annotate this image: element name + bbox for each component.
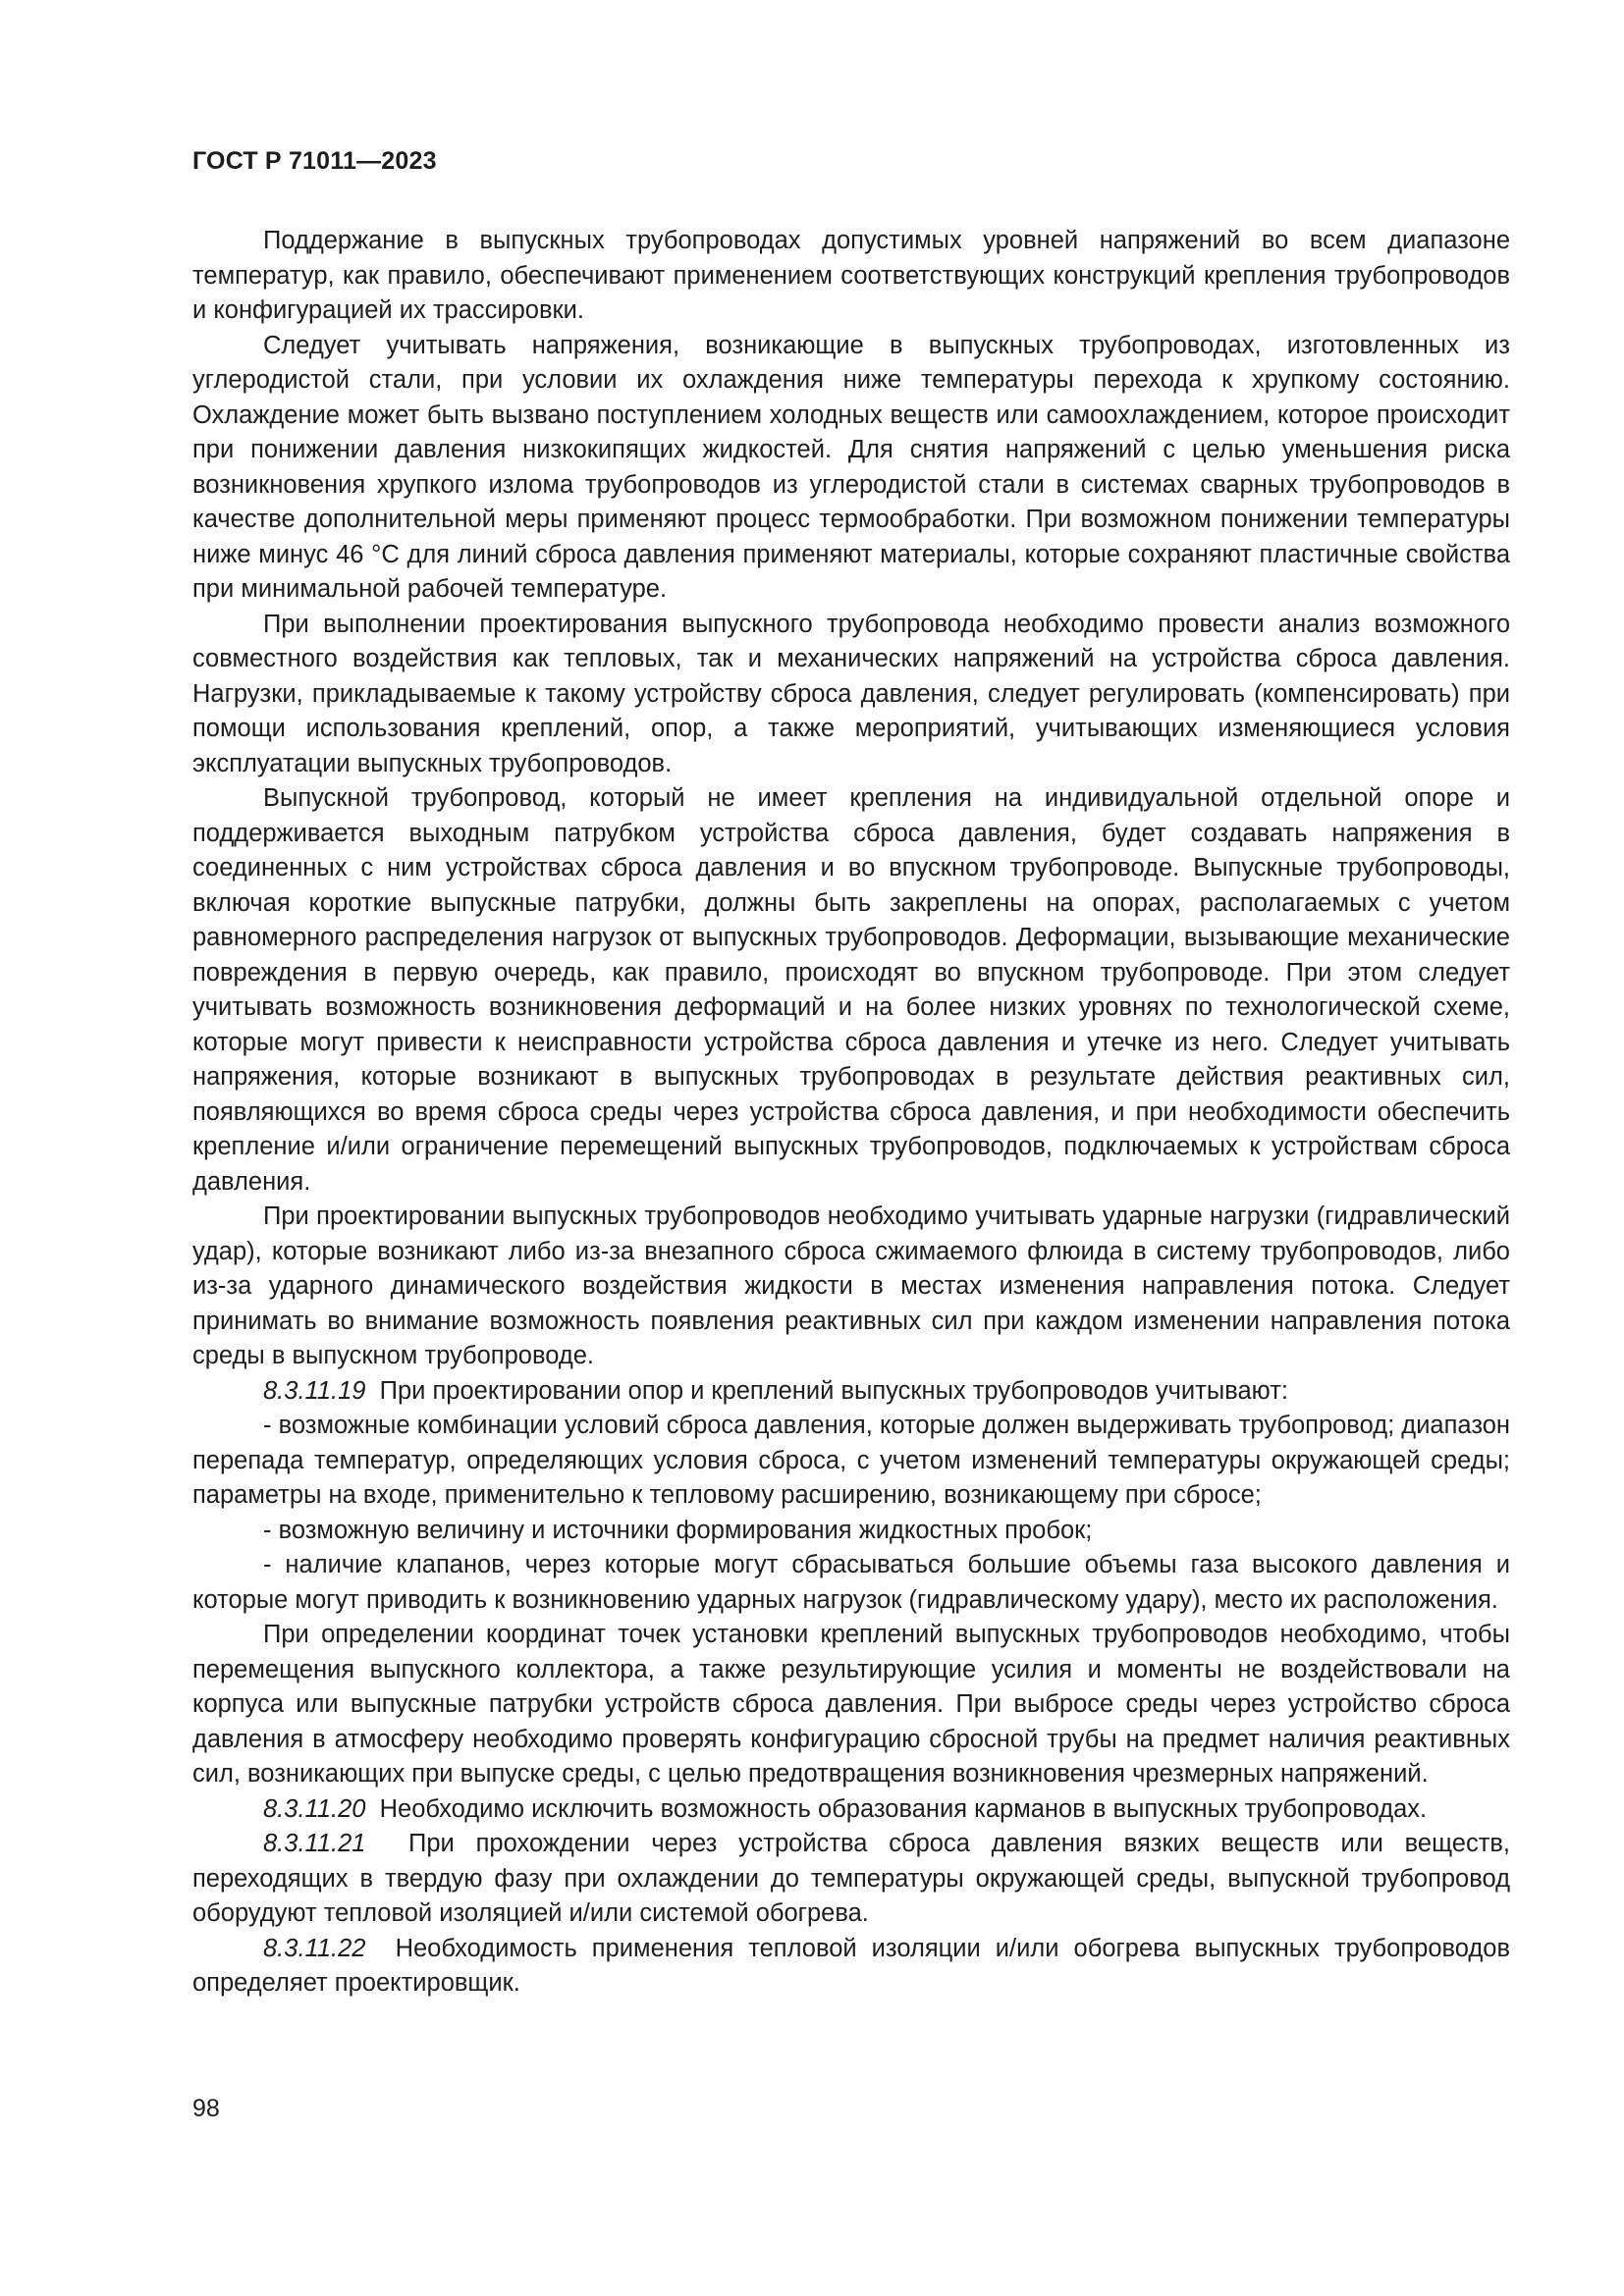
clause-8-3-11-22 (192, 1932, 1510, 2002)
paragraph: При выполнении проектирования выпускного трубопровода необходимо провести анализ возможного совместного воздействия как тепловых, так и механических напряжений на устройства сброса давления. Нагрузки, прикладываемые к такому устройству сброса давления, следует регулировать (компенсировать) при помощи использования креплений, опор, а также мероприятий, учитывающих изменяющиеся условия эксплуатации выпускных трубопроводов. (192, 610, 1510, 777)
clause-text: При проектировании опор и креплений выпускных трубопроводов учитывают: (379, 1376, 1288, 1405)
list-item: - возможные комбинации условий сброса давления, которые должен выдерживать трубопровод; диапазон перепада температур, определяющих условия сброса, с учетом изменений температуры окружающей среды; параметры на входе, применительно к тепловому расширению, возникающему при сбросе; (192, 1412, 1510, 1509)
list-item: - наличие клапанов, через которые могут сбрасываться большие объемы газа высокого давления и которые могут приводить к возникновению ударных нагрузок (гидравлическому удару), место их расположения. (192, 1551, 1510, 1614)
clause-number: 8.3.11.22 (263, 1934, 366, 1962)
document-body (192, 224, 1510, 2002)
page-number: 98 (192, 2095, 220, 2122)
paragraph: Следует учитывать напряжения, возникающие в выпускных трубопроводах, изготовленных из углеродистой стали, при условии их охлаждения ниже температуры перехода к хрупкому состоянию. Охлаждение может быть вызвано поступлением холодных веществ или самоохлаждением, которое происходит при понижении давления низкокипящих жидкостей. Для снятия напряжений с целью уменьшения риска возникновения хрупкого излома трубопроводов из углеродистой стали в системах сварных трубопроводов в качестве дополнительной меры применяют процесс термообработки. При возможном понижении температуры ниже минус 46 °С для линий сброса давления применяют материалы, которые сохраняют пластичные свойства при минимальной рабочей температуре. (192, 331, 1510, 603)
clause-8-3-11-21 (192, 1827, 1510, 1932)
paragraph: Выпускной трубопровод, который не имеет крепления на индивидуальной отдельной опоре и поддерживается выходным патрубком устройства сброса давления, будет создавать напряжения в соединенных с ним устройствах сброса давления и во впускном трубопроводе. Выпускные трубопроводы, включая короткие выпускные патрубки, должны быть закреплены на опорах, располагаемых с учетом равномерного распределения нагрузок от выпускных трубопроводов. Деформации, вызывающие механические повреждения в первую очередь, как правило, происходят во впускном трубопроводе. При этом следует учитывать возможность возникновения деформаций и на более низких уровнях по технологической схеме, которые могут привести к неисправности устройства сброса давления и утечке из него. Следует учитывать напряжения, которые возникают в выпускных трубопроводах в результате действия реактивных сил, появляющихся во время сброса среды через устройства сброса давления, и при необходимости обеспечить крепление и/или ограничение перемещений выпускных трубопроводов, подключаемых к устройствам сброса давления. (192, 784, 1510, 1196)
paragraph: Поддержание в выпускных трубопроводах допустимых уровней напряжений во всем диапазоне температур, как правило, обеспечивают применением соответствующих конструкций крепления трубопроводов и конфигурацией их трассировки. (192, 227, 1510, 324)
clause-number: 8.3.11.21 (263, 1830, 366, 1857)
clause-8-3-11-20 (192, 1792, 1510, 1828)
paragraph: При определении координат точек установки креплений выпускных трубопроводов необходимо, чтобы перемещения выпускного коллектора, а также результирующие усилия и моменты не воздействовали на корпуса или выпускные патрубки устройств сброса давления. При выбросе среды через устройство сброса давления в атмосферу необходимо проверять конфигурацию сбросной трубы на предмет наличия реактивных сил, возникающих при выпуске среды, с целью предотвращения возникновения чрезмерных напряжений. (192, 1621, 1510, 1788)
clause-8-3-11-19 (192, 1374, 1510, 1410)
clause-number: 8.3.11.19 (263, 1376, 366, 1405)
paragraph: При проектировании выпускных трубопроводов необходимо учитывать ударные нагрузки (гидравлический удар), которые возникают либо из-за внезапного сброса сжимаемого флюида в систему трубопроводов, либо из-за ударного динамического воздействия жидкости в местах изменения направления потока. Следует принимать во внимание возможность появления реактивных сил при каждом изменении направления потока среды в выпускном трубопроводе. (192, 1202, 1510, 1369)
clause-text: Необходимо исключить возможность образования карманов в выпускных трубопроводах. (379, 1794, 1428, 1823)
clause-number: 8.3.11.20 (263, 1794, 366, 1823)
list-item: - возможную величину и источники формирования жидкостных пробок; (263, 1516, 1093, 1544)
document-header: ГОСТ Р 71011—2023 (192, 147, 437, 175)
clause-text: При прохождении через устройства сброса давления вязких веществ или веществ, переходящих в твердую фазу при охлаждении до температуры окружающей среды, выпускной трубопровод оборудуют тепловой изоляцией и/или системой обогрева. (192, 1830, 1511, 1927)
clause-text: Необходимость применения тепловой изоляции и/или обогрева выпускных трубопроводов определяет проектировщик. (192, 1934, 1511, 1997)
